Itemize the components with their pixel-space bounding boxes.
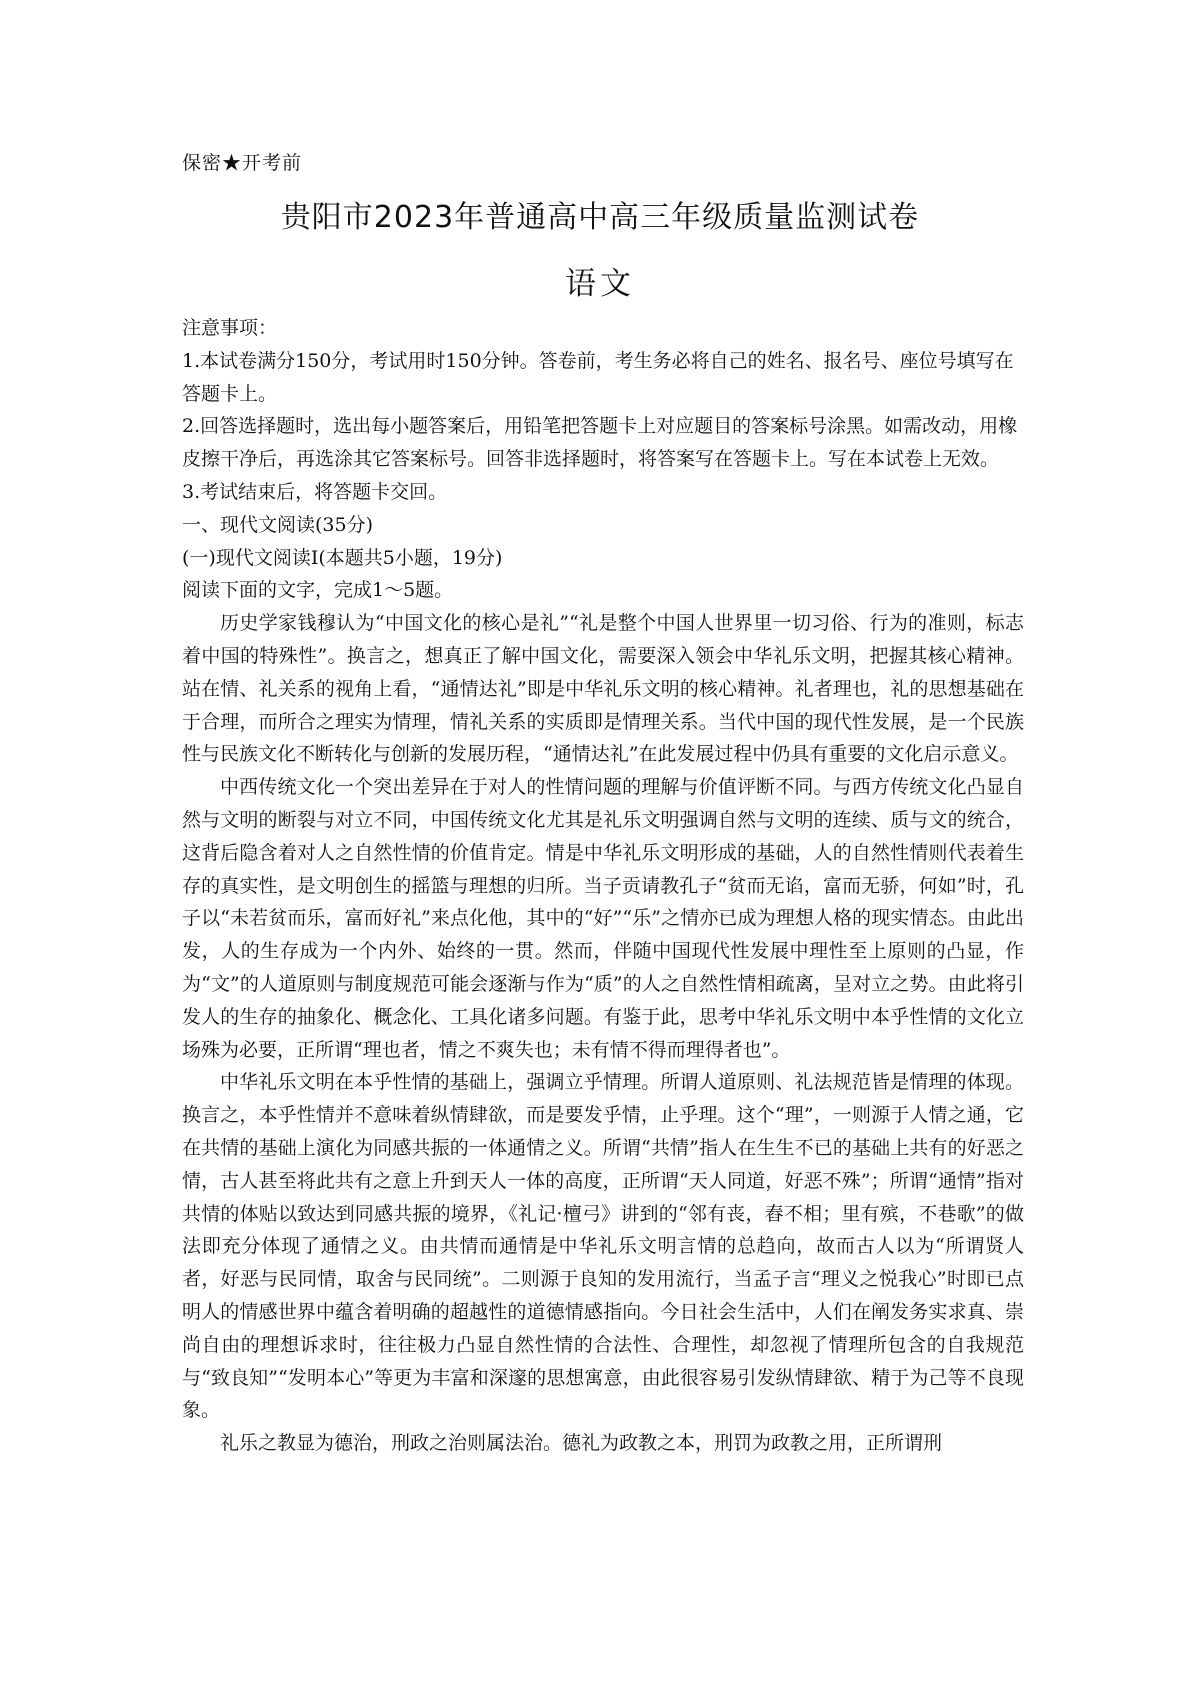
passage-paragraph: 历史学家钱穆认为“中国文化的核心是礼”“礼是整个中国人世界里一切习俗、行为的准则，标志着中国的特殊性”。换言之，想真正了解中国文化，需要深入领会中华礼乐文明，把握其核心精神。站在情、礼关系的视角上看，“通情达礼”即是中华礼乐文明的核心精神。礼者理也，礼的思想基础在于合理，而所合之理实为情理，情礼关系的实质即是情理关系。当代中国的现代性发展，是一个民族性与民族文化不断转化与创新的发展历程，“通情达礼”在此发展过程中仍具有重要的文化启示意义。: [182, 612, 1024, 766]
passage-paragraph: 礼乐之教显为德治，刑政之治则属法治。德礼为政教之本，刑罚为政教之用，正所谓刑: [220, 1432, 943, 1455]
confidential-label: 保密★开考前: [182, 152, 303, 174]
notice-heading: 注意事项：: [182, 317, 278, 339]
notice-item: 1.本试卷满分150分，考试用时150分钟。答卷前，考生务必将自己的姓名、报名号、座位号填写在答题卡上。: [182, 349, 1014, 405]
document-body: [182, 312, 1024, 1460]
section-subheading: (一)现代文阅读I(本题共5小题，19分): [182, 546, 503, 569]
exam-title: 贵阳市2023年普通高中高三年级质量监测试卷: [280, 200, 920, 235]
passage-paragraph: 中华礼乐文明在本乎性情的基础上，强调立乎情理。所谓人道原则、礼法规范皆是情理的体现。换言之，本乎性情并不意味着纵情肆欲，而是要发乎情，止乎理。这个“理”，一则源于人情之通，它在共情的基础上演化为同感共振的一体通情之义。所谓“共情”指人在生生不已的基础上共有的好恶之情，古人甚至将此共有之意上升到天人一体的高度，正所谓“天人同道，好恶不殊”；所谓“通情”指对共情的体贴以致达到同感共振的境界，《礼记·檀弓》讲到的“邻有丧，舂不相；里有殡，不巷歌”的做法即充分体现了通情之义。由共情而通情是中华礼乐文明言情的总趋向，故而古人以为“所谓贤人者，好恶与民同情，取舍与民同统”。二则源于良知的发用流行，当孟子言“理义之悦我心”时即已点明人的情感世界中蕴含着明确的超越性的道德情感指向。今日社会生活中，人们在阐发务实求真、崇尚自由的理想诉求时，往往极力凸显自然性情的合法性、合理性，却忽视了情理所包含的自我规范与“致良知”“发明本心”等更为丰富和深邃的思想寓意，由此很容易引发纵情肆欲、精于为己等不良现象。: [182, 1071, 1024, 1422]
reading-instruction: 阅读下面的文字，完成1～5题。: [182, 579, 454, 602]
subject-title: 语文: [565, 266, 635, 302]
notice-item: 3.考试结束后，将答题卡交回。: [182, 480, 448, 503]
section-heading: 一、现代文阅读(35分): [182, 513, 374, 536]
passage-paragraph: 中西传统文化一个突出差异在于对人的性情问题的理解与价值评断不同。与西方传统文化凸显自然与文明的断裂与对立不同，中国传统文化尤其是礼乐文明强调自然与文明的连续、质与文的统合，这背后隐含着对人之自然性情的价值肯定。情是中华礼乐文明形成的基础，人的自然性情则代表着生存的真实性，是文明创生的摇篮与理想的归所。当子贡请教孔子“贫而无谄，富而无骄，何如”时，孔子以“未若贫而乐，富而好礼”来点化他，其中的“好”“乐”之情亦已成为理想人格的现实情态。由此出发，人的生存成为一个内外、始终的一贯。然而，伴随中国现代性发展中理性至上原则的凸显，作为“文”的人道原则与制度规范可能会逐渐与作为“质”的人之自然性情相疏离，呈对立之势。由此将引发人的生存的抽象化、概念化、工具化诸多问题。有鉴于此，思考中华礼乐文明中本乎性情的文化立场殊为必要，正所谓“理也者，情之不爽失也；未有情不得而理得者也”。: [182, 776, 1024, 1061]
notice-item: 2.回答选择题时，选出每小题答案后，用铅笔把答题卡上对应题目的答案标号涂黑。如需改动，用橡皮擦干净后，再选涂其它答案标号。回答非选择题时，将答案写在答题卡上。写在本试卷上无效。: [182, 415, 1018, 471]
